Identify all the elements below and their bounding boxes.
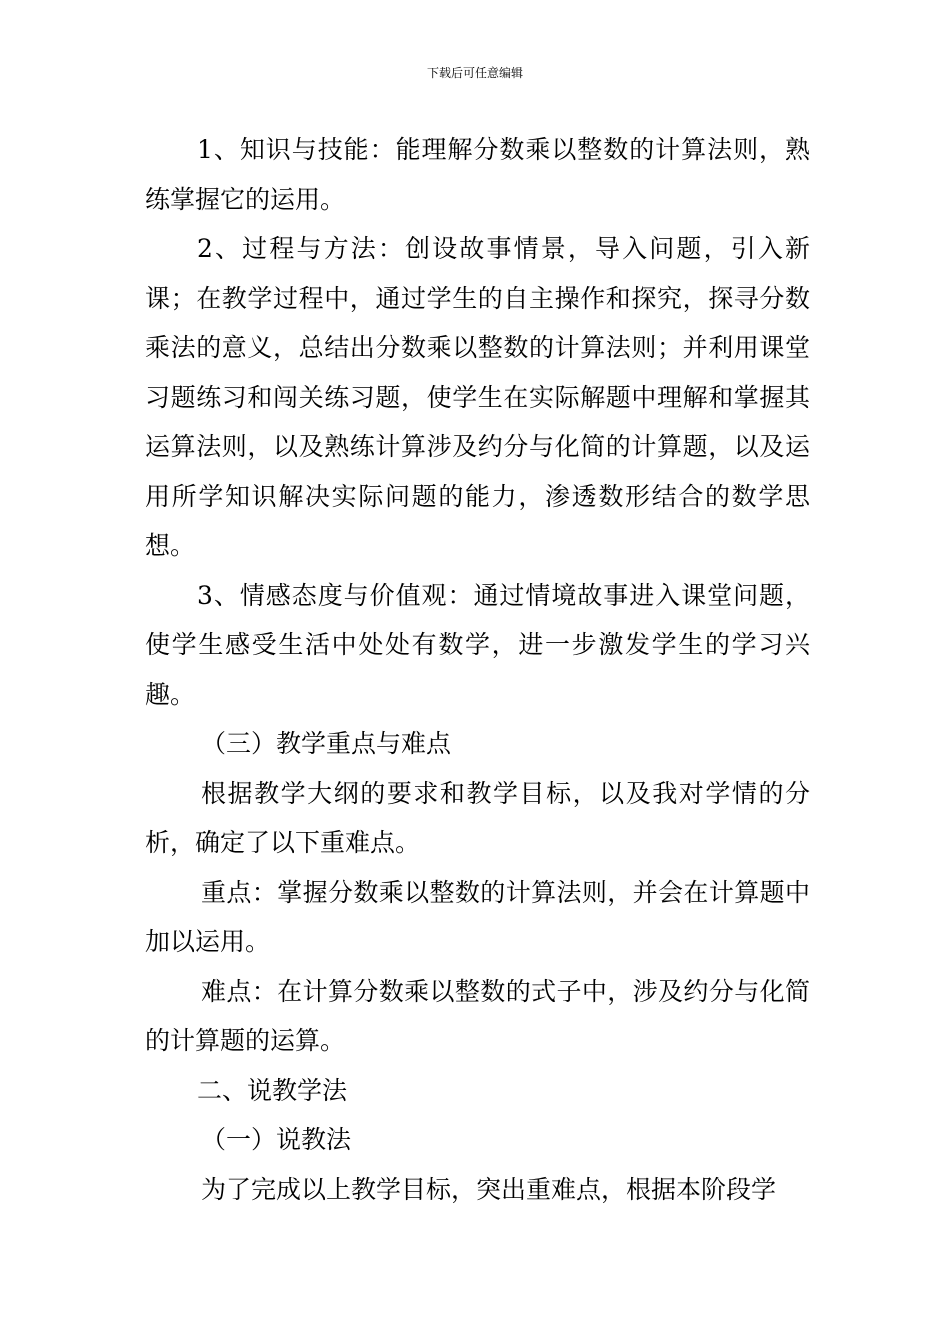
- paragraph-syllabus: 根据教学大纲的要求和教学目标，以及我对学情的分析，确定了以下重难点。: [145, 778, 810, 857]
- paragraph-knowledge-skills: 1、知识与技能：能理解分数乘以整数的计算法则，熟练掌握它的运用。: [145, 135, 810, 214]
- section-heading-key-points: （三）教学重点与难点: [201, 729, 452, 758]
- subsection-heading-teaching: （一）说教法: [201, 1125, 352, 1154]
- paragraph-teaching-goal: 为了完成以上教学目标，突出重难点，根据本阶段学: [201, 1174, 777, 1204]
- page-header: 下载后可任意编辑: [426, 66, 523, 80]
- paragraph-key-point: 重点：掌握分数乘以整数的计算法则，并会在计算题中加以运用。: [145, 877, 810, 956]
- paragraph-emotion-values: 3、情感态度与价值观：通过情境故事进入课堂问题，使学生感受生活中处处有数学，进一步激发学生的学习兴趣。: [145, 580, 810, 709]
- paragraph-difficult-point: 难点：在计算分数乘以整数的式子中，涉及约分与化简的计算题的运算。: [145, 976, 810, 1055]
- paragraph-process-method: 2、过程与方法：创设故事情景，导入问题，引入新课；在教学过程中，通过学生的自主操作和探究，探寻分数乘法的意义，总结出分数乘以整数的计算法则；并利用课堂习题练习和闯关练习题，使学生在实际解题中理解和掌握其运算法则，以及熟练计算涉及约分与化简的计算题，以及运用所学知识解决实际问题的能力，渗透数形结合的数学思想。: [145, 234, 810, 560]
- document-body: [145, 125, 810, 1214]
- section-heading-teaching-method: 二、说教学法: [197, 1075, 348, 1105]
